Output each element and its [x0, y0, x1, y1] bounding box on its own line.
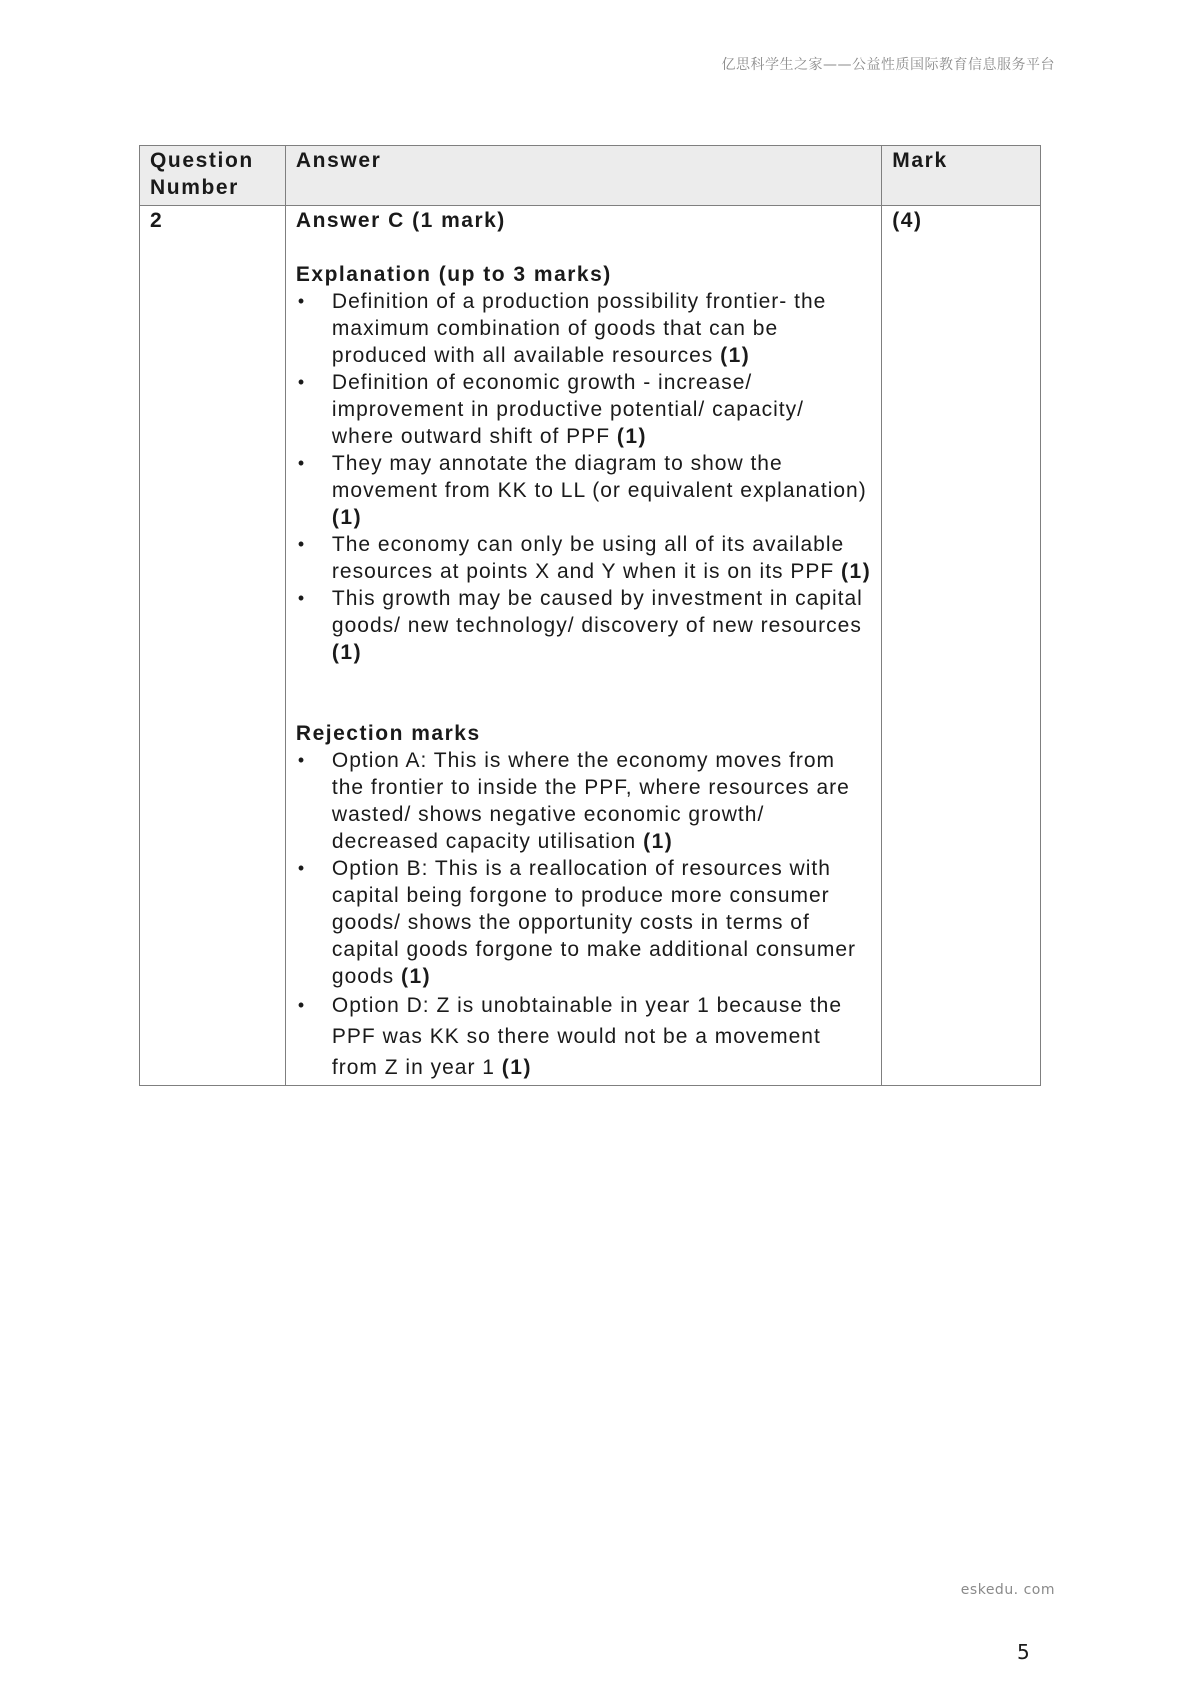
- list-item: • This growth may be caused by investment in capital goods/ new technology/ discovery of new resources (1): [296, 585, 871, 666]
- table-header-row: [140, 146, 1041, 206]
- list-item: • The economy can only be using all of its available resources at points X and Y when it is on its PPF (1): [296, 531, 871, 585]
- list-item: • Option A: This is where the economy moves from the frontier to inside the PPF, where resources are wasted/ shows negative economic growth/ decreased capacity utilisation (1): [296, 747, 871, 855]
- column-header-question-number: Question Number: [140, 146, 286, 206]
- explanation-list: [296, 288, 871, 666]
- footer-site: eskedu. com: [960, 1582, 1055, 1598]
- list-item: • Definition of economic growth - increase/ improvement in productive potential/ capacity/ where outward shift of PPF (1): [296, 369, 871, 450]
- list-item: • Option D: Z is unobtainable in year 1 because the PPF was KK so there would not be a movement from Z in year 1 (1): [296, 990, 871, 1083]
- rejection-list: [296, 747, 871, 1083]
- answer-cell: [285, 206, 881, 1086]
- explanation-heading: Explanation (up to 3 marks): [295, 263, 612, 286]
- list-item: • Option B: This is a reallocation of resources with capital being forgone to produce more consumer goods/ shows the opportunity costs in terms of capital goods forgone to make additional consumer goods (1): [296, 855, 871, 990]
- table-row: [140, 206, 1041, 1086]
- page-number: 5: [1017, 1640, 1030, 1664]
- column-header-mark: Mark: [882, 146, 1041, 206]
- rejection-heading: Rejection marks: [295, 722, 481, 745]
- list-item: • Definition of a production possibility frontier- the maximum combination of goods that can be produced with all available resources (1): [296, 288, 871, 369]
- header-note: 亿思科学生之家——公益性质国际教育信息服务平台: [721, 57, 1055, 73]
- mark-cell: (4): [882, 206, 1041, 1086]
- mark-scheme-table: [139, 145, 1041, 1086]
- list-item: • They may annotate the diagram to show the movement from KK to LL (or equivalent explanation) (1): [296, 450, 871, 531]
- question-number: 2: [140, 206, 286, 1086]
- column-header-answer: Answer: [285, 146, 881, 206]
- answer-line: Answer C (1 mark): [295, 209, 506, 232]
